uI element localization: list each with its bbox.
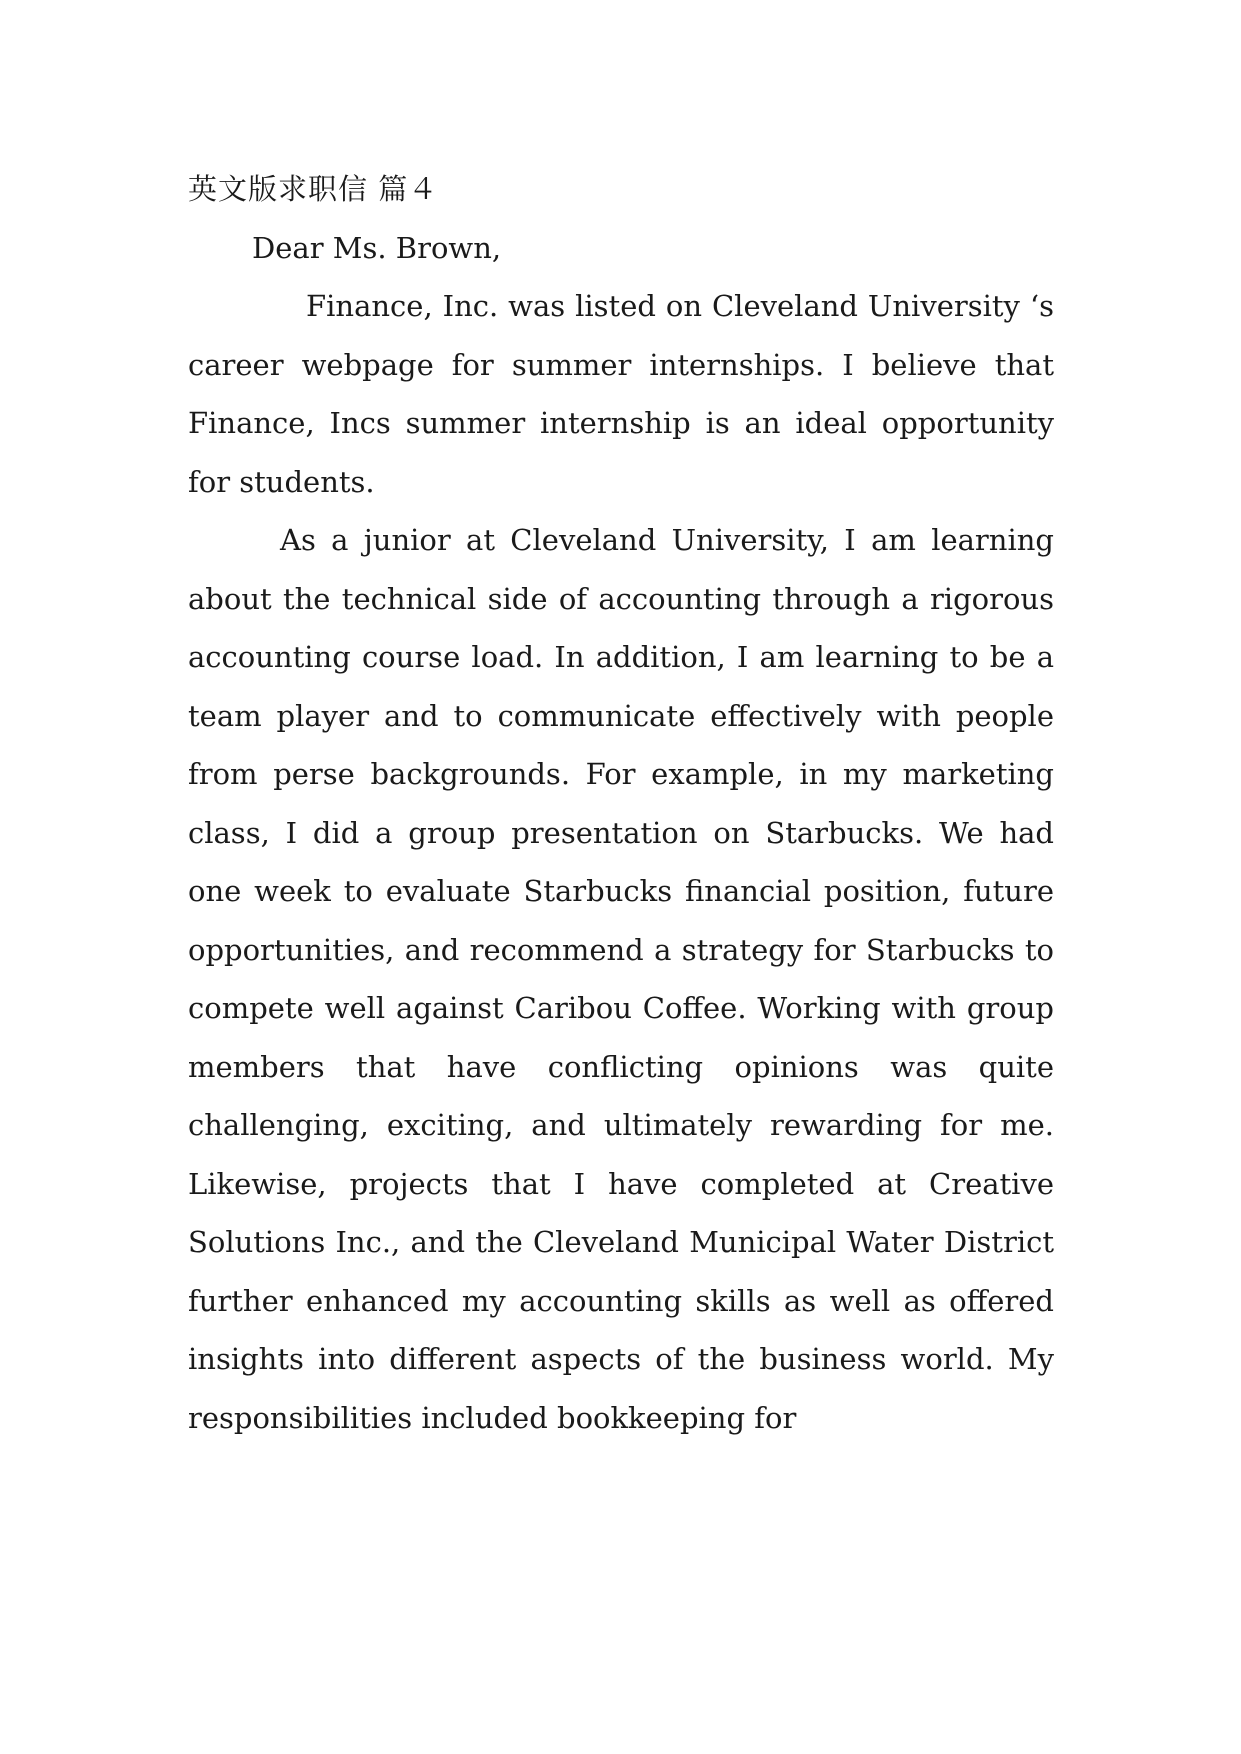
salutation: Dear Ms. Brown, [252, 230, 502, 265]
document-heading: 英文版求职信 篇４ [188, 172, 439, 206]
paragraph-experience: As a junior at Cleveland University, I am learning about the technical side of accounting through a rigorous accounting course load. In addition, I am learning to be a team player and to communicate effectively with people from perse backgrounds. For example, in my marketing class, I did a group presentation on Starbucks. We had one week to evaluate Starbucks financial position, future opportunities, and recommend a strategy for Starbucks to compete well against Caribou Coffee. Working with group members that have conflicting opinions was quite challenging, exciting, and ultimately rewarding for me. Likewise, projects that I have completed at Creative Solutions Inc., and the Cleveland Municipal Water District further enhanced my accounting skills as well as offered insights into different aspects of the business world. My responsibilities included bookkeeping for [188, 523, 1054, 1435]
document-body [188, 160, 1054, 1447]
paragraph-intro: Finance, Inc. was listed on Cleveland University ‘s career webpage for summer internships. I believe that Finance, Incs summer internship is an ideal opportunity for students. [188, 289, 1054, 499]
